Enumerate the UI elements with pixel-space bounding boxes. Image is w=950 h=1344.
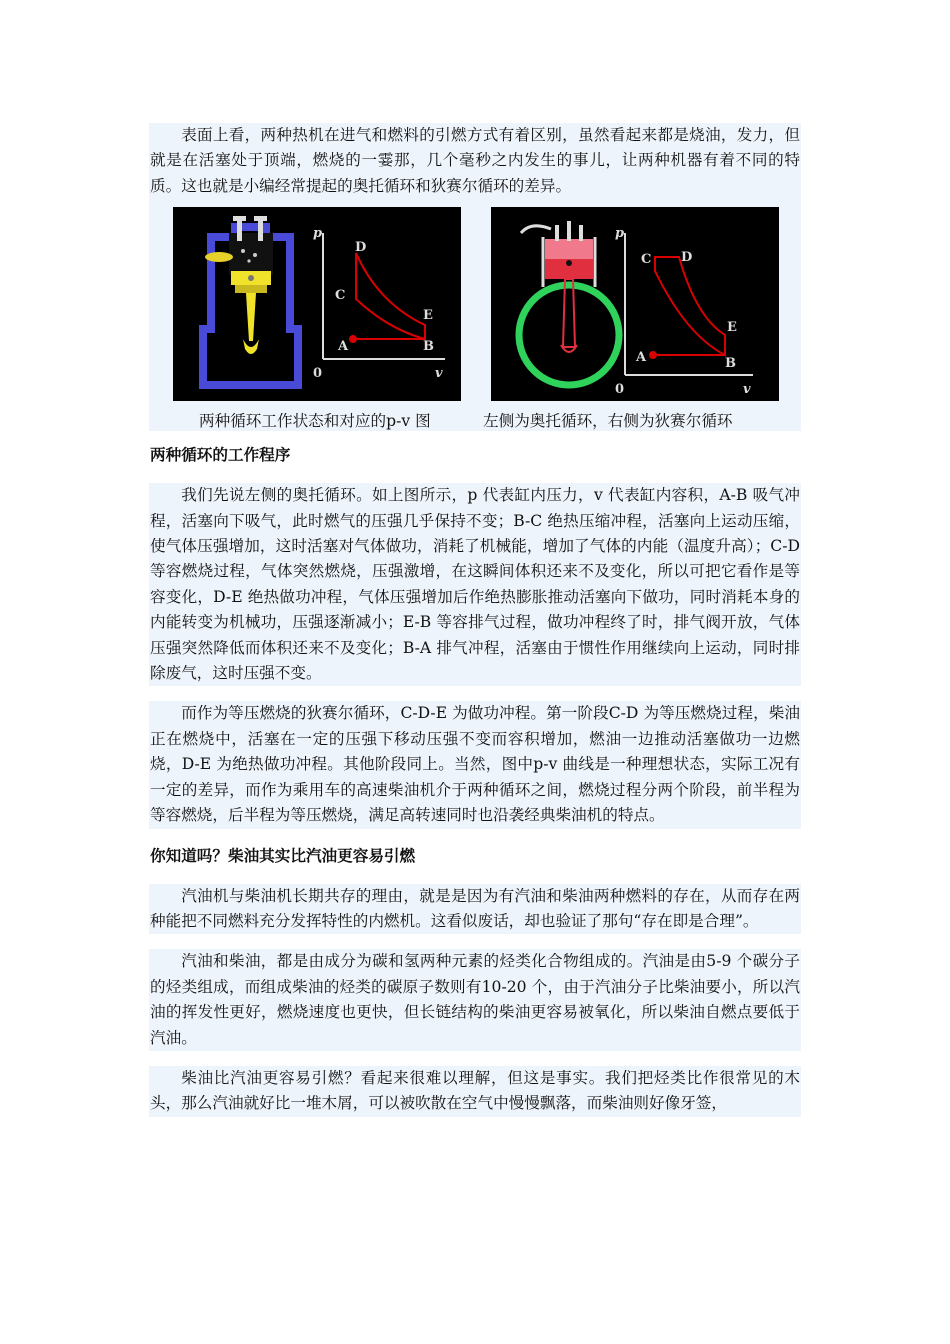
point-c-label: C [335, 288, 346, 304]
paragraph-block [149, 701, 801, 828]
paragraph: 我们先说左侧的奥托循环。如上图所示，p 代表缸内压力，v 代表缸内容积，A-B 吸气冲程，活塞向下吸气，此时燃气的压强几乎保持不变；B-C 绝热压缩冲程，活塞向上运动压缩，使气体压强增加，这时活塞对气体做功，消耗了机械能，增加了气体的内能（温度升高）；C-D 等容燃烧过程，气体突然燃烧，压强激增，在这瞬间体积还来不及变化，所以可把它看作是等容变化，D-E 绝热做功冲程，气体压强增加后作绝热膨胀推动活塞向下做功，同时消耗本身的内能转变为机械功，压强逐渐减小；E-B 等容排气过程，做功冲程终了时，排气阀开放，气体压强突然降低而体积还来不及变化；B-A 排气冲程，活塞由于惯性作用继续向上运动，同时排除废气，这时压强不变。 [150, 486, 800, 683]
figure-block [149, 199, 801, 431]
diesel-diagram-svg [491, 207, 779, 401]
cylinder [229, 233, 273, 275]
paragraph: 柴油比汽油更容易引燃？看起来很难以理解，但这是事实。我们把烃类比作很常见的木头，那么汽油就好比一堆木屑，可以被吹散在空气中慢慢飘落，而柴油则好像牙签， [150, 1068, 800, 1113]
point-a-label: A [636, 350, 647, 366]
point-e-label: E [423, 308, 433, 324]
p-axis-label: p [313, 226, 323, 242]
combustion-chamber [545, 239, 593, 259]
v-axis-label: v [435, 366, 443, 382]
section-heading: 两种循环的工作程序 [150, 446, 291, 465]
point-d-label: D [681, 250, 693, 266]
paragraph-block [149, 483, 801, 686]
point-c-label: C [641, 252, 652, 268]
figure-caption-right: 左侧为奥托循环，右侧为狄赛尔循环 [483, 412, 733, 431]
otto-diagram-svg [173, 207, 461, 401]
point-b-label: B [423, 339, 434, 355]
paragraph-block [149, 884, 801, 935]
diesel-cycle-figure [491, 207, 779, 401]
otto-cycle-figure [173, 207, 461, 401]
origin-label: 0 [615, 382, 625, 398]
origin-label: 0 [313, 366, 323, 382]
paragraph: 汽油和柴油，都是由成分为碳和氢两种元素的烃类化合物组成的。汽油是由5-9 个碳分子的烃类组成，而组成柴油的烃类的碳原子数则有10-20 个，由于汽油分子比柴油要小，所以汽油的挥发性更好，燃烧速度也更快，但长链结构的柴油更容易被氧化，所以柴油自燃点要低于汽油。 [150, 952, 800, 1047]
point-a-label: A [338, 339, 349, 355]
point-e-label: E [727, 320, 737, 336]
paragraph-block [149, 1066, 801, 1117]
p-axis-label: p [615, 226, 625, 242]
section-heading: 你知道吗？柴油其实比汽油更容易引燃 [150, 846, 416, 865]
v-axis-label: v [743, 382, 751, 398]
paragraph: 表面上看，两种热机在进气和燃料的引燃方式有着区别，虽然看起来都是烧油，发力，但就是在活塞处于顶端，燃烧的一霎那，几个毫秒之内发生的事儿，让两种机器有着不同的特质。这也就是小编经常提起的奥托循环和狄赛尔循环的差异。 [150, 126, 800, 195]
article-body [149, 123, 801, 1117]
figure-caption-left: 两种循环工作状态和对应的p-v 图 [199, 412, 431, 431]
point-d-label: D [355, 240, 367, 256]
paragraph: 而作为等压燃烧的狄赛尔循环，C-D-E 为做功冲程。第一阶段C-D 为等压燃烧过程，柴油正在燃烧中，活塞在一定的压强下移动压强不变而容积增加，燃油一边推动活塞做功一边燃烧，D-E 为绝热做功冲程。其他阶段同上。当然，图中p-v 曲线是一种理想状态，实际工况有一定的差异，而作为乘用车的高速柴油机介于两种循环之间，燃烧过程分两个阶段，前半程为等容燃烧，后半程为等压燃烧，满足高转速同时也沿袭经典柴油机的特点。 [150, 704, 800, 825]
point-b-label: B [725, 356, 736, 372]
paragraph: 汽油机与柴油机长期共存的理由，就是是因为有汽油和柴油两种燃料的存在，从而存在两种能把不同燃料充分发挥特性的内燃机。这看似废话，却也验证了那句“存在即是合理”。 [150, 886, 800, 930]
paragraph-block [149, 949, 801, 1051]
paragraph-block [149, 123, 801, 199]
